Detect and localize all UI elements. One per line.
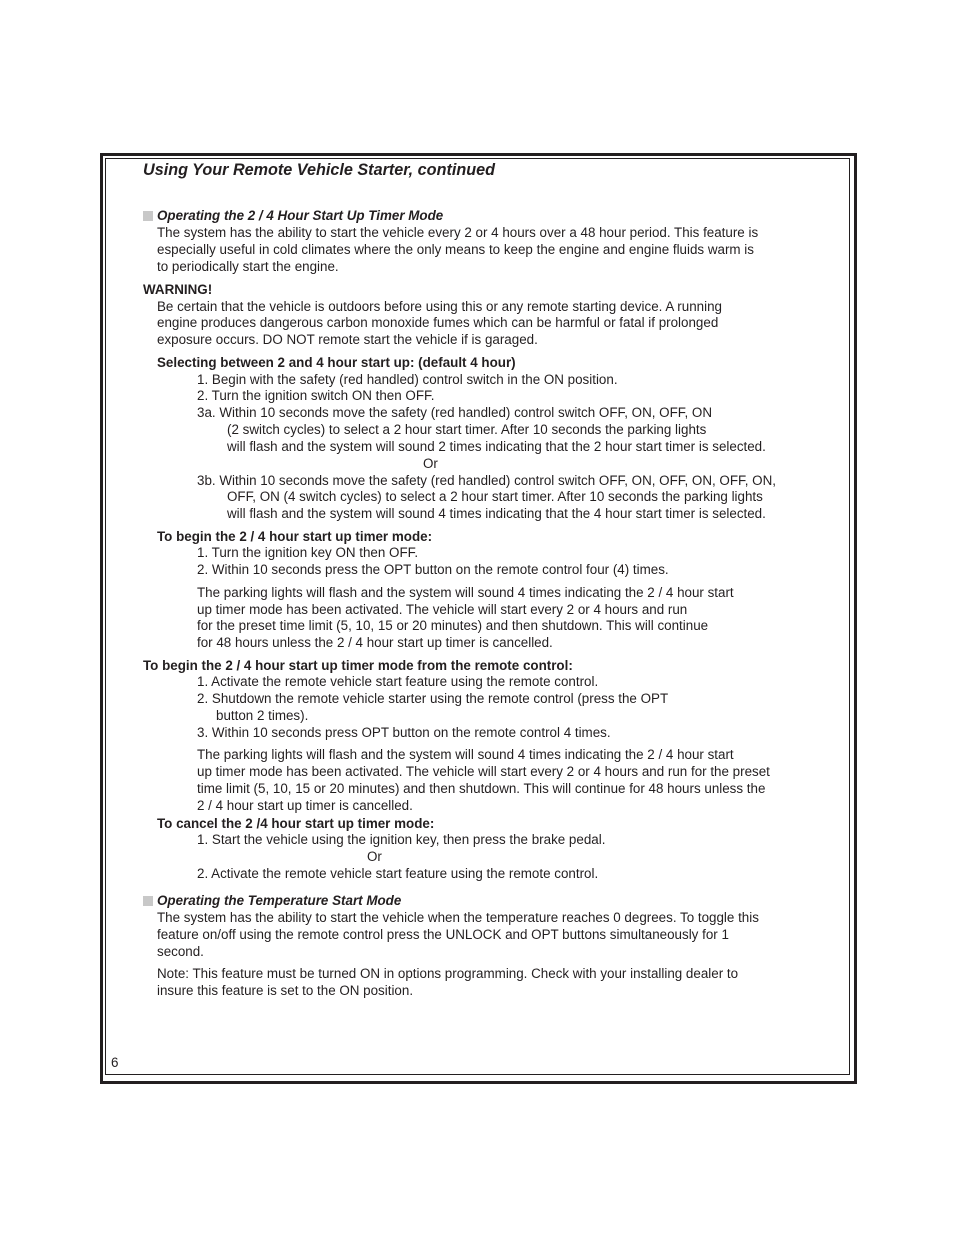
select-step: 2. Turn the ignition switch ON then OFF. (197, 388, 435, 403)
or-separator: Or (423, 456, 438, 471)
bullet-square-icon (143, 896, 153, 906)
temp-intro-line: feature on/off using the remote control press the UNLOCK and OPT buttons simultaneously for 1 (157, 927, 729, 942)
select-heading: Selecting between 2 and 4 hour start up: (default 4 hour) (157, 355, 516, 370)
page-title: Using Your Remote Vehicle Starter, continued (143, 161, 496, 179)
select-step: (2 switch cycles) to select a 2 hour start timer. After 10 seconds the parking lights (227, 422, 707, 437)
remote-step: button 2 times). (216, 708, 309, 723)
warning-label: WARNING! (143, 282, 213, 297)
temp-intro-line: The system has the ability to start the vehicle when the temperature reaches 0 degrees. To toggle this (157, 910, 759, 925)
select-step: will flash and the system will sound 4 times indicating that the 4 hour start timer is selected. (227, 506, 766, 521)
begin-note-line: The parking lights will flash and the system will sound 4 times indicating the 2 / 4 hour start (197, 585, 734, 600)
select-step: 3b. Within 10 seconds move the safety (red handled) control switch OFF, ON, OFF, ON, OFF, ON, (197, 473, 776, 488)
cancel-step: 2. Activate the remote vehicle start feature using the remote control. (197, 866, 599, 881)
remote-step: 1. Activate the remote vehicle start feature using the remote control. (197, 674, 599, 689)
select-step: OFF, ON (4 switch cycles) to select a 2 hour start timer. After 10 seconds the parking lights (227, 489, 763, 504)
or-separator: Or (367, 849, 382, 864)
begin-note-line: for 48 hours unless the 2 / 4 hour start up timer is cancelled. (197, 635, 553, 650)
timer-intro-line: to periodically start the engine. (157, 259, 339, 274)
select-step: 3a. Within 10 seconds move the safety (red handled) control switch OFF, ON, OFF, ON (197, 405, 712, 420)
begin-step: 2. Within 10 seconds press the OPT button on the remote control four (4) times. (197, 562, 669, 577)
begin-heading: To begin the 2 / 4 hour start up timer mode: (157, 529, 433, 544)
remote-note-line: time limit (5, 10, 15 or 20 minutes) and then shutdown. This will continue for 48 hours unless the (197, 781, 766, 796)
remote-step: 2. Shutdown the remote vehicle starter using the remote control (press the OPT (197, 691, 669, 706)
warning-line: exposure occurs. DO NOT remote start the vehicle if is garaged. (157, 332, 538, 347)
temp-note-line: Note: This feature must be turned ON in options programming. Check with your installing dealer to (157, 966, 739, 981)
remote-note-line: 2 / 4 hour start up timer is cancelled. (197, 798, 413, 813)
timer-intro-line: especially useful in cold climates where the only means to keep the engine and engine fluids warm is (157, 242, 754, 257)
timer-section-heading: Operating the 2 / 4 Hour Start Up Timer Mode (143, 207, 443, 224)
remote-note-line: up timer mode has been activated. The vehicle will start every 2 or 4 hours and run for the preset (197, 764, 770, 779)
warning-line: Be certain that the vehicle is outdoors before using this or any remote starting device. A running (157, 299, 722, 314)
temp-note-line: insure this feature is set to the ON position. (157, 983, 414, 998)
select-step: 1. Begin with the safety (red handled) control switch in the ON position. (197, 372, 618, 387)
cancel-step: 1. Start the vehicle using the ignition key, then press the brake pedal. (197, 832, 606, 847)
begin-note-line: up timer mode has been activated. The vehicle will start every 2 or 4 hours and run (197, 602, 688, 617)
begin-step: 1. Turn the ignition key ON then OFF. (197, 545, 419, 560)
timer-intro-line: The system has the ability to start the vehicle every 2 or 4 hours over a 48 hour period. This feature is (157, 225, 759, 240)
warning-line: engine produces dangerous carbon monoxide fumes which can be harmful or fatal if prolonged (157, 315, 719, 330)
page-number: 6 (111, 1055, 119, 1070)
cancel-heading: To cancel the 2 /4 hour start up timer mode: (157, 816, 435, 831)
temp-section-heading: Operating the Temperature Start Mode (143, 892, 401, 909)
remote-note-line: The parking lights will flash and the system will sound 4 times indicating the 2 / 4 hour start (197, 747, 734, 762)
remote-step: 3. Within 10 seconds press OPT button on the remote control 4 times. (197, 725, 611, 740)
select-step: will flash and the system will sound 2 times indicating that the 2 hour start timer is selected. (227, 439, 766, 454)
bullet-square-icon (143, 211, 153, 221)
temp-intro-line: second. (157, 944, 204, 959)
begin-note-line: for the preset time limit (5, 10, 15 or 20 minutes) and then shutdown. This will continue (197, 618, 709, 633)
remote-heading: To begin the 2 / 4 hour start up timer mode from the remote control: (143, 658, 573, 673)
